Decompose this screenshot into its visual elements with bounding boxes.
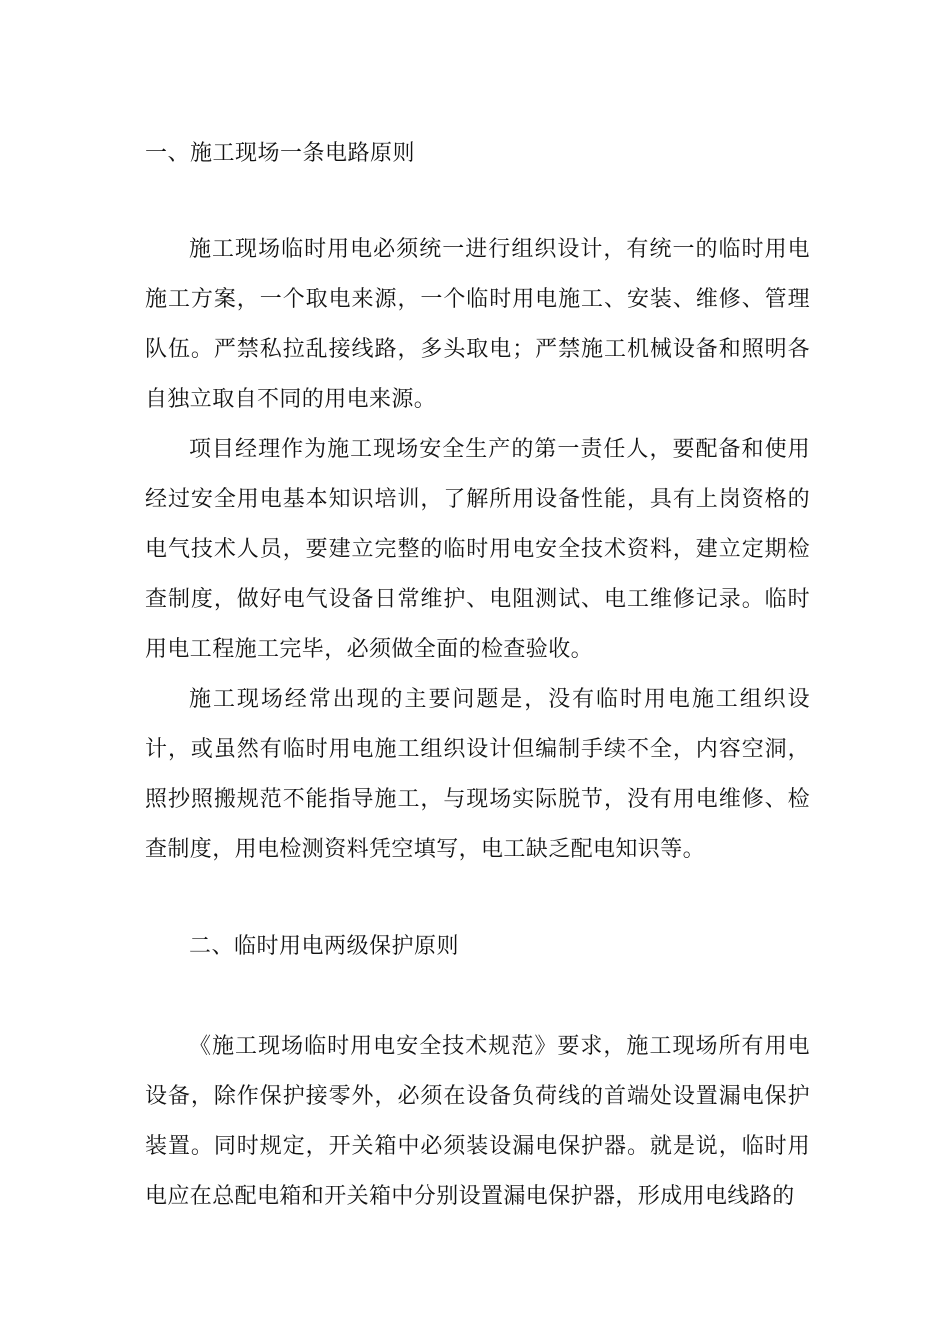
section-1-heading: 一、施工现场一条电路原则 [145,141,416,166]
section-1-paragraph-3: 施工现场经常出现的主要问题是，没有临时用电施工组织设计，或虽然有临时用电施工组织设计但编制手续不全，内容空洞，照抄照搬规范不能指导施工，与现场实际脱节，没有用电维修、检查制度，用电检测资料凭空填写，电工缺乏配电知识等。 [145,687,810,862]
section-2-heading: 二、临时用电两级保护原则 [189,934,460,959]
section-1-paragraph-2: 项目经理作为施工现场安全生产的第一责任人，要配备和使用经过安全用电基本知识培训，了解所用设备性能，具有上岗资格的电气技术人员，要建立完整的临时用电安全技术资料，建立定期检查制度，做好电气设备日常维护、电阻测试、电工维修记录。临时用电工程施工完毕，必须做全面的检查验收。 [145,437,810,662]
section-2-paragraph-1: 《施工现场临时用电安全技术规范》要求，施工现场所有用电设备，除作保护接零外，必须在设备负荷线的首端处设置漏电保护装置。同时规定，开关箱中必须装设漏电保护器。就是说，临时用电应在总配电箱和开关箱中分别设置漏电保护器，形成用电线路的 [145,1034,810,1209]
section-1-paragraph-1: 施工现场临时用电必须统一进行组织设计，有统一的临时用电施工方案，一个取电来源，一个临时用电施工、安装、维修、管理队伍。严禁私拉乱接线路，多头取电；严禁施工机械设备和照明各自独立取自不同的用电来源。 [145,237,810,412]
